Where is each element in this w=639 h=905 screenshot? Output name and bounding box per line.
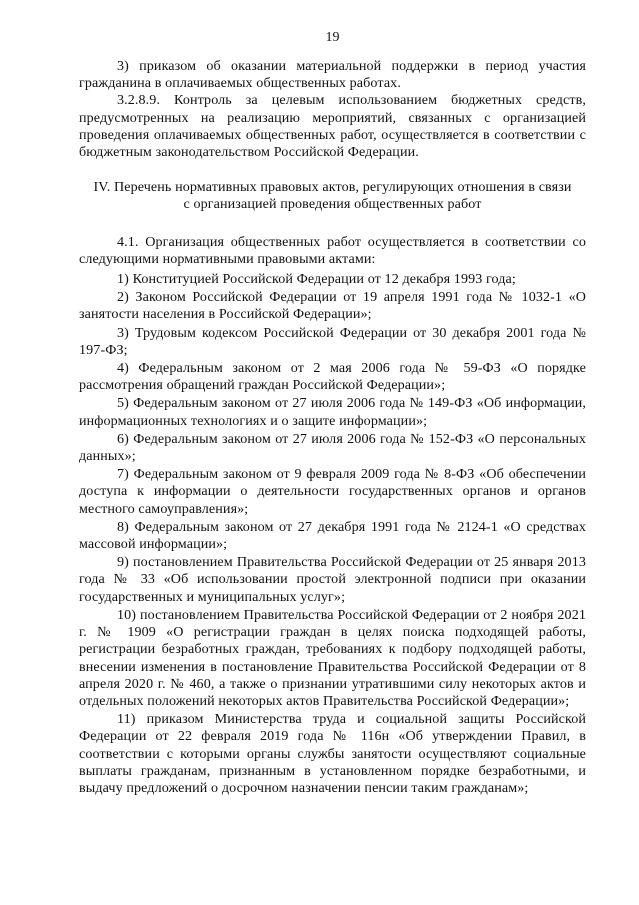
list-item: 9) постановлением Правительства Российской Федерации от 25 января 2013 года № 33 «Об использовании простой электронной подписи при оказании государственных и муниципальных услуг»; xyxy=(79,554,586,605)
list-item: 5) Федеральным законом от 27 июля 2006 года № 149-ФЗ «Об информации, информационных технологиях и о защите информации»; xyxy=(79,395,586,429)
list-item: 6) Федеральным законом от 27 июля 2006 года № 152-ФЗ «О персональных данных»; xyxy=(79,430,586,465)
list-item: 11) приказом Министерства труда и социальной защиты Российской Федерации от 22 февраля 2019 года № 116н «Об утверждении Правил, в соответствии с которыми органы службы занятости осуществляют социальные выплаты гражданам, признанным в установленном порядке безработными, и выдачу предложений о досрочном назначении пенсии таким гражданам»; xyxy=(79,711,586,796)
list-item: 4) Федеральным законом от 2 мая 2006 года № 59-ФЗ «О порядке рассмотрения обращений граждан Российской Федерации»; xyxy=(79,360,586,394)
list-item: 8) Федеральным законом от 27 декабря 1991 года № 2124-1 «О средствах массовой информации»; xyxy=(79,518,586,553)
paragraph-material-support-order: 3) приказом об оказании материальной поддержки в период участия гражданина в оплачиваемых общественных работах. xyxy=(79,58,586,92)
legal-acts-list xyxy=(79,271,586,797)
document-page xyxy=(79,30,586,890)
list-item: 7) Федеральным законом от 9 февраля 2009 года № 8-ФЗ «Об обеспечении доступа к информации о деятельности государственных органов и органов местного самоуправления»; xyxy=(79,466,586,517)
list-item: 2) Законом Российской Федерации от 19 апреля 1991 года № 1032-1 «О занятости населения в Российской Федерации»; xyxy=(79,289,586,323)
page-number: 19 xyxy=(325,30,340,45)
list-item: 3) Трудовым кодексом Российской Федерации от 30 декабря 2001 года № 197-ФЗ; xyxy=(79,324,586,358)
list-item: 10) постановлением Правительства Российской Федерации от 2 ноября 2021 г. № 1909 «О регистрации граждан в целях поиска подходящей работы, регистрации безработных граждан, требованиях к подбору подходящей работы, внесении изменения в постановление Правительства Российской Федерации от 8 апреля 2020 г. № 460, а также о признании утратившими силу некоторых актов и отдельных положений некоторых актов Правительства Российской Федерации»; xyxy=(79,606,586,709)
section-heading: IV. Перечень нормативных правовых актов, регулирующих отношения в связи с организацией проведения общественных работ xyxy=(93,179,572,213)
list-item: 1) Конституцией Российской Федерации от 12 декабря 1993 года; xyxy=(117,271,516,288)
paragraph-budget-control: 3.2.8.9. Контроль за целевым использованием бюджетных средств, предусмотренных на реализацию мероприятий, связанных с организацией проведения оплачиваемых общественных работ, осуществляется в соответствии с бюджетным законодательством Российской Федерации. xyxy=(79,92,586,161)
paragraph-intro: 4.1. Организация общественных работ осуществляется в соответствии со следующими нормативными правовыми актами: xyxy=(79,233,586,267)
